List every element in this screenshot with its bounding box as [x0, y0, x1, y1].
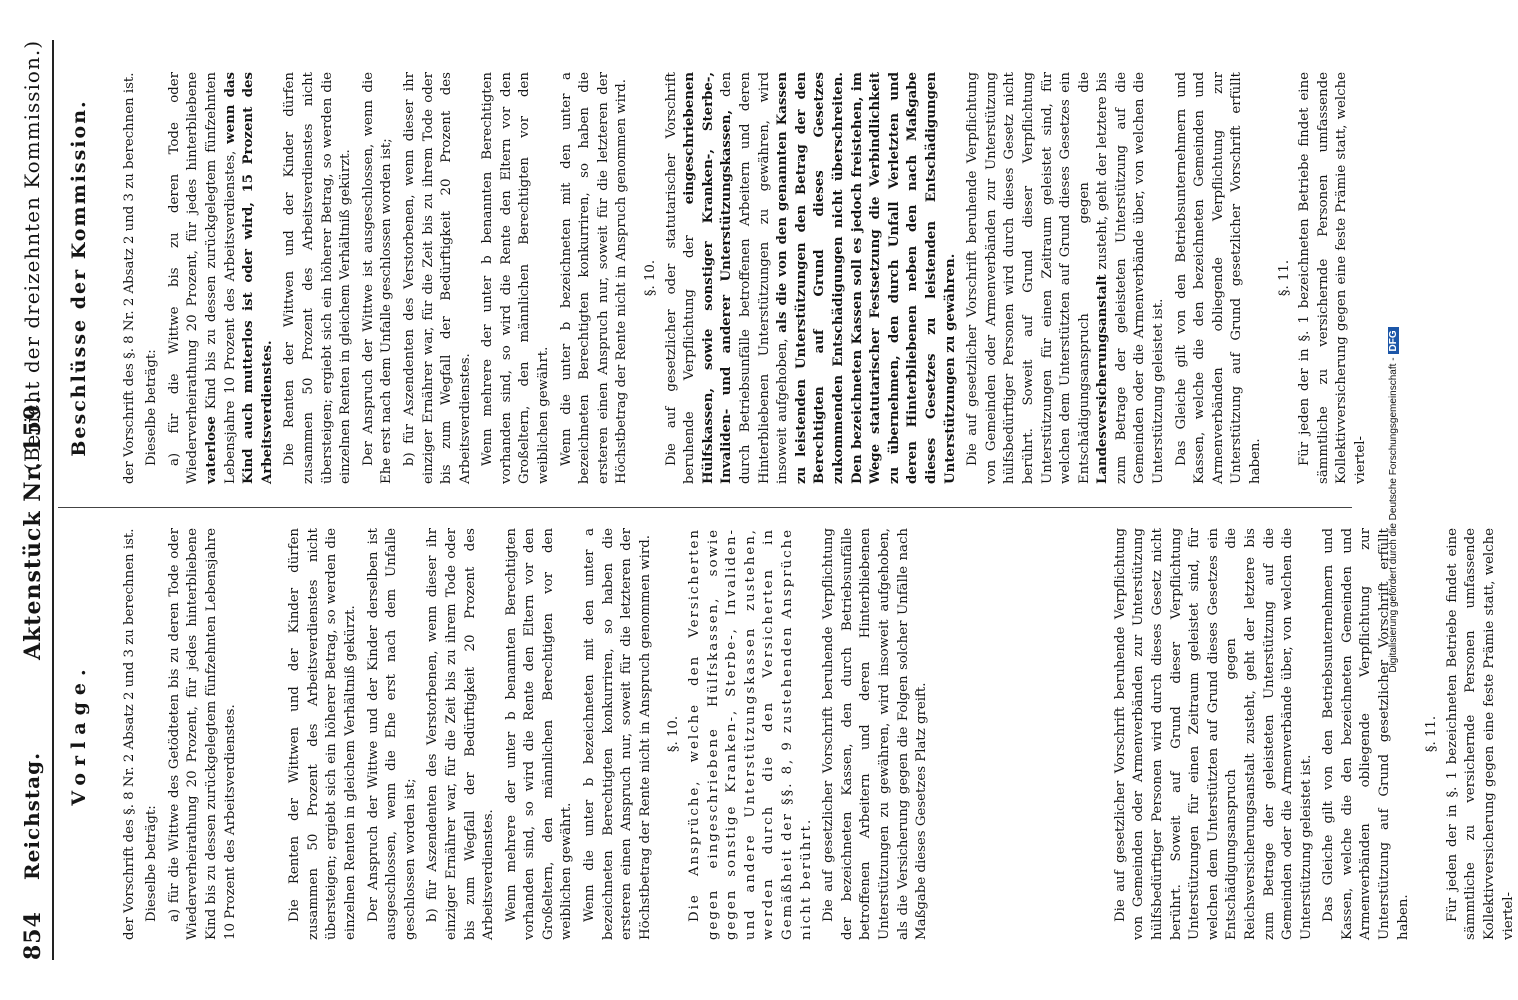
- paragraph: Die Renten der Wittwen und der Kinder dürfen zusammen 50 Prozent des Arbeitsverdienstes nicht übersteigen; ergiebt sich ein höherer Betrag, so werden die einzelnen Renten in gleichem Verhältniß gekürzt.: [282, 72, 354, 484]
- section-heading: §. 10.: [643, 259, 659, 297]
- paragraph: Die auf gesetzlicher Vorschrift beruhende Verpflichtung der bezeichneten Kassen, den durch Betriebsunfälle betroffenen Arbeitern und deren Hinterbliebenen Unterstützungen zu gewähren, wird insoweit aufgehoben, als die Versicherung gegen die Folgen solcher Unfälle nach Maßgabe dieses Gesetzes Platz greift.: [821, 528, 930, 940]
- header-rule: [52, 40, 54, 960]
- section-heading: §. 10.: [666, 715, 682, 753]
- column-vorlage: [66, 528, 1516, 940]
- paragraph: Das Gleiche gilt von den Betriebsunternehmern und Kassen, welche die den bezeichneten Gemeinden und Armenverbänden obliegende Verpflichtung zur Unterstützung auf Grund gesetzlicher Vorschrift erfüllt haben.: [1321, 528, 1411, 940]
- credit-text: Digitalisierung gefördert durch die Deutsche Forschungsgemeinschaft -: [1388, 357, 1399, 673]
- paragraph: b) für Aszendenten des Verstorbenen, wenn dieser ihr einziger Ernährer war, für die Zeit bis zu ihrem Tode oder bis zum Wegfall der Bedürftigkeit 20 Prozent des Arbeitsverdienstes.: [401, 72, 473, 484]
- paragraph: Wenn mehrere der unter b benannten Berechtigten vorhanden sind, so wird die Rente den Eltern vor den Großeltern, den männlichen Berechtigten vor den weiblichen gewährt.: [480, 72, 552, 484]
- column-title-vorlage: Vorlage.: [68, 662, 90, 806]
- paragraph: Der Anspruch der Wittwe ist ausgeschlossen, wenn die Ehe erst nach dem Unfalle geschlossen worden ist;: [360, 72, 395, 484]
- column-title-beschluesse: Beschlüsse der Kommission.: [68, 99, 90, 457]
- paragraph: Für jeden der in §. 1 bezeichneten Betriebe findet eine sämmtliche zu versichernde Personen umfassende Kollektivversicherung gegen eine feste Prämie statt, welche viertel-: [1444, 528, 1516, 940]
- column-beschluesse: [66, 71, 1368, 484]
- page-header: [12, 40, 52, 960]
- dfg-logo: DFG: [1388, 327, 1399, 354]
- paragraph: der Vorschrift des §. 8 Nr. 2 Absatz 2 und 3 zu berechnen ist.: [121, 72, 137, 484]
- paragraph: b) für Aszendenten des Verstorbenen, wenn dieser ihr einziger Ernährer war, für die Zeit bis zu ihrem Tode oder bis zum Wegfall der Bedürftigkeit 20 Prozent des Arbeitsverdienstes.: [425, 528, 497, 940]
- paragraph: Dieselbe beträgt:: [144, 805, 160, 922]
- paragraph: Die auf gesetzlicher oder statutarischer Vorschrift beruhende Verpflichtung der eingeschriebenen Hülfskassen, sowie sonstiger Kranken-, Sterbe-, Invaliden- und anderer Unterstützungskassen, den durch Betriebsunfälle betroffenen Arbeitern und deren Hinterbliebenen Unterstützungen zu gewähren, wird insoweit aufgehoben, als die von den genannten Kassen zu leistenden Unterstützungen den Betrag der den Berechtigten auf Grund dieses Gesetzes zukommenden Entschädigungen nicht überschreiten. Den bezeichneten Kassen soll es jedoch freistehen, im Wege statutarischer Festsetzung die Verbindlichkeit zu übernehmen, den durch Unfall Verletzten und deren Hinterbliebenen neben den nach Maßgabe dieses Gesetzes zu leistenden Entschädigungen Unterstützungen zu gewähren.: [663, 71, 958, 484]
- column-divider: [58, 507, 1352, 508]
- section-heading: §. 11.: [1424, 715, 1440, 753]
- paragraph: Dieselbe beträgt:: [144, 349, 160, 466]
- paragraph: Das Gleiche gilt von den Betriebsunternehmern und Kassen, welche die den bezeichneten Gemeinden und Armenverbänden obliegende Verpflichtung zur Unterstützung auf Grund gesetzlicher Vorschrift erfüllt haben.: [1173, 72, 1264, 484]
- page-number: 854: [20, 911, 46, 960]
- paragraph: Wenn die unter b bezeichneten mit den unter a bezeichneten Berechtigten konkurriren, so haben die ersteren einen Anspruch nur, soweit für die letzteren der Höchstbetrag der Rente nicht in Anspruch genommen wird.: [582, 528, 653, 940]
- report-note: (Bericht der dreizehnten Kommission.): [20, 40, 44, 471]
- paragraph: Für jeden der in §. 1 bezeichneten Betriebe findet eine sämmtliche zu versichernde Personen umfassende Kollektivversicherung gegen eine feste Prämie statt, welche viertel-: [1297, 72, 1368, 484]
- paragraph: Die Ansprüche, welche den Versicherten gegen eingeschriebene Hülfskassen, sowie gegen sonstige Kranken-, Sterbe-, Invaliden- und andere Unterstützungskassen zustehen, werden durch die den Versicherten in Gemäßheit der §§. 8, 9 zustehenden Ansprüche nicht berührt.: [687, 528, 814, 940]
- paragraph: Wenn mehrere der unter b benannten Berechtigten vorhanden sind, so wird die Rente den Eltern vor den Großeltern, den männlichen Berechtigten vor den weiblichen gewährt.: [503, 528, 575, 940]
- paragraph: a) für die Wittwe des Getödteten bis zu deren Tode oder Wiederverheirathung 20 Prozent, für jedes hinterbliebene Kind bis zu dessen zurückgelegtem fünfzehnten Lebensjahre 10 Prozent des Arbeitsverdienstes.: [166, 528, 238, 940]
- paragraph: der Vorschrift des §. 8 Nr. 2 Absatz 2 und 3 zu berechnen ist.: [121, 528, 137, 940]
- paragraph: Die auf gesetzlicher Vorschrift beruhende Verpflichtung von Gemeinden oder Armenverbänden zur Unterstützung hülfsbedürftiger Personen wird durch dieses Gesetz nicht berührt. Soweit auf Grund dieser Verpflichtung Unterstützungen für einen Zeitraum geleistet sind, für welchen dem Unterstützten auf Grund dieses Gesetzes ein Entschädigungsanspruch gegen die Landesversicherungsanstalt zusteht, geht der letztere bis zum Betrage der geleisteten Unterstützung auf die Gemeinden oder die Armenverbände über, von welchen die Unterstützung geleistet ist.: [965, 72, 1167, 484]
- assembly-name: Reichstag.: [20, 751, 44, 880]
- digitization-credit: [1388, 40, 1408, 960]
- document-number: Aktenstück Nr. 159.: [20, 395, 46, 660]
- section-heading: §. 11.: [1276, 259, 1292, 297]
- paragraph: Wenn die unter b bezeichneten mit den unter a bezeichneten Berechtigten konkurriren, so haben die ersteren einen Anspruch nur, soweit für die letzteren der Höchstbetrag der Rente nicht in Anspruch genommen wird.: [558, 72, 630, 484]
- paragraph: Der Anspruch der Wittwe und der Kinder derselben ist ausgeschlossen, wenn die Ehe erst nach dem Unfalle geschlossen worden ist;: [365, 528, 418, 940]
- paragraph: a) für die Wittwe bis zu deren Tode oder Wiederverheirathung 20 Prozent, für jedes hinterbliebene vaterlose Kind bis zu dessen zurückgelegtem fünfzehnten Lebensjahre 10 Prozent des Arbeitsverdienstes, wenn das Kind auch mutterlos ist oder wird, 15 Prozent des Arbeitsverdienstes.: [166, 72, 275, 484]
- paragraph: Die Renten der Wittwen und der Kinder dürfen zusammen 50 Prozent des Arbeitsverdienstes nicht übersteigen; ergiebt sich ein höherer Betrag, so werden die einzelnen Renten in gleichem Verhältniß gekürzt.: [287, 528, 358, 940]
- paragraph: Die auf gesetzlicher Vorschrift beruhende Verpflichtung von Gemeinden oder Armenverbänden zur Unterstützung hülfsbedürftiger Personen wird durch dieses Gesetz nicht berührt. Soweit auf Grund dieser Verpflichtung Unterstützungen für einen Zeitraum geleistet sind, für welchen dem Unterstützten auf Grund dieses Gesetzes ein Entschädigungsanspruch gegen die Reichsversicherungsanstalt zusteht, geht der letztere bis zum Betrage der geleisteten Unterstützung auf die Gemeinden oder die Armenverbände über, von welchen die Unterstützung geleistet ist.: [1112, 528, 1314, 940]
